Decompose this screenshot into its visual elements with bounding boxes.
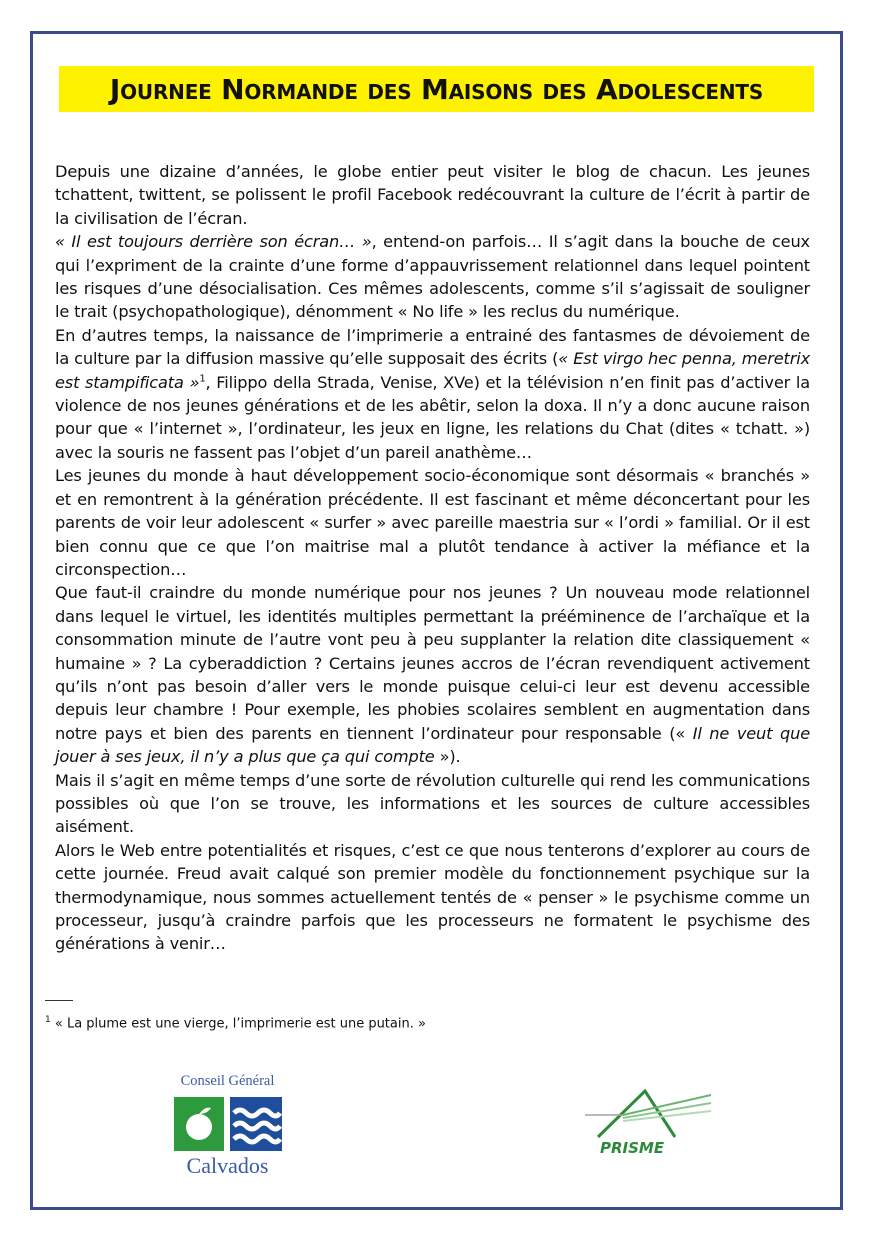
logo-name: Calvados [186,1153,269,1178]
prisme-logo [583,1085,713,1170]
page-title: Journee Normande des Maisons des Adolescents [59,66,814,112]
footnote [45,1015,745,1031]
calvados-apple-waves-icon [174,1097,282,1151]
paragraph-5 [55,581,810,768]
prisme-label: PRISME [600,1139,665,1157]
main-text [55,160,810,956]
paragraph-1: Depuis une dizaine d’années, le globe entier peut visiter le blog de chacun. Les jeunes tchattent, twittent, se polissent le profil Facebook redécouvrant la culture de l’écrit à partir de la civilisation de l’écran. [55,162,810,228]
paragraph-2 [55,230,810,324]
paragraph-4: Les jeunes du monde à haut développement socio-économique sont désormais « branchés » et en remontrent à la génération précédente. Il est fascinant et même déconcertant pour les parents de voir leur adolescent « surfer » avec pareille maestria sur « l’ordi » familial. Or il est bien connu que ce que l’on maitrise mal a plutôt tendance à activer la méfiance et la circonspection… [55,466,810,579]
latin-quote: « Est virgo hec penna, meretrix est stampificata » [55,349,810,392]
conseil-general-calvados-logo [170,1073,285,1183]
footnote-ref: 1 [199,373,206,385]
footnote-text: « La plume est une vierge, l’imprimerie est une putain. » [50,1016,426,1032]
paragraph-3 [55,324,810,464]
quote: « Il est toujours derrière son écran… » [55,232,372,252]
logo-title: Conseil Général [180,1073,275,1089]
footnote-marker: 1 [45,1015,51,1025]
parent-quote: Il ne veut que jouer à ses jeux, il n’y a plus que ça qui compte [55,723,811,767]
paragraph-2-text: , entend-on parfois… Il s’agit dans la bouche de ceux qui l’expriment de la crainte d’une forme d’appauvrissement relationnel dans lequel pointent les risques d’une désocialisation. Ces mêmes adolescents, comme s’il s’agissait de souligner le trait (psychopathologique), dénomment « No life » les reclus du numérique. [55,232,810,322]
paragraph-5-start: Que faut-il craindre du monde numérique pour nos jeunes ? Un nouveau mode relationnel dans lequel le virtuel, les identités multiples permettant la prééminence de l’archaïque et la consommation minute de l’autre vont peu à peu supplanter la relation dite classiquement « humaine » ? La cyberaddiction ? Certains jeunes accros de l’écran revendiquent activement qu’ils n’ont pas besoin d’aller vers le monde puisque celui-ci leur est devenu accessible depuis leur chambre ! Pour exemple, les phobies scolaires semblent en augmentation dans notre pays et bien des parents en tiennent l’ordinateur pour responsable (« [55,583,810,743]
paragraph-6: Mais il s’agit en même temps d’une sorte de révolution culturelle qui rend les communications possibles où que l’on se trouve, les informations et les sources de culture accessibles aisément. [55,770,810,837]
paragraph-7: Alors le Web entre potentialités et risques, c’est ce que nous tenterons d’explorer au cours de cette journée. Freud avait calqué son premier modèle du fonctionnement psychique sur la thermodynamique, nous sommes actuellement tentés de « penser » le psychisme comme un processeur, jusqu’à craindre parfois que les processeurs ne formatent le psychisme des générations à venir… [55,840,810,954]
prism-triangle-icon [583,1085,713,1145]
paragraph-3-start: En d’autres temps, la naissance de l’imprimerie a entrainé des fantasmes de dévoiement de la culture par la diffusion massive qu’elle supposait des écrits ( [55,325,810,369]
paragraph-5-end: »). [434,747,461,767]
footnote-divider [45,1000,73,1001]
paragraph-3-text: , Filippo della Strada, Venise, XVe) et la télévision n’en finit pas d’activer la violence de nos jeunes générations et de les abêtir, selon la doxa. Il n’y a donc aucune raison pour que « l’internet », l’ordinateur, les jeux en ligne, les relations du Chat (dites « tchatt. ») avec la souris ne fassent pas l’objet d’un pareil anathème… [55,372,810,462]
